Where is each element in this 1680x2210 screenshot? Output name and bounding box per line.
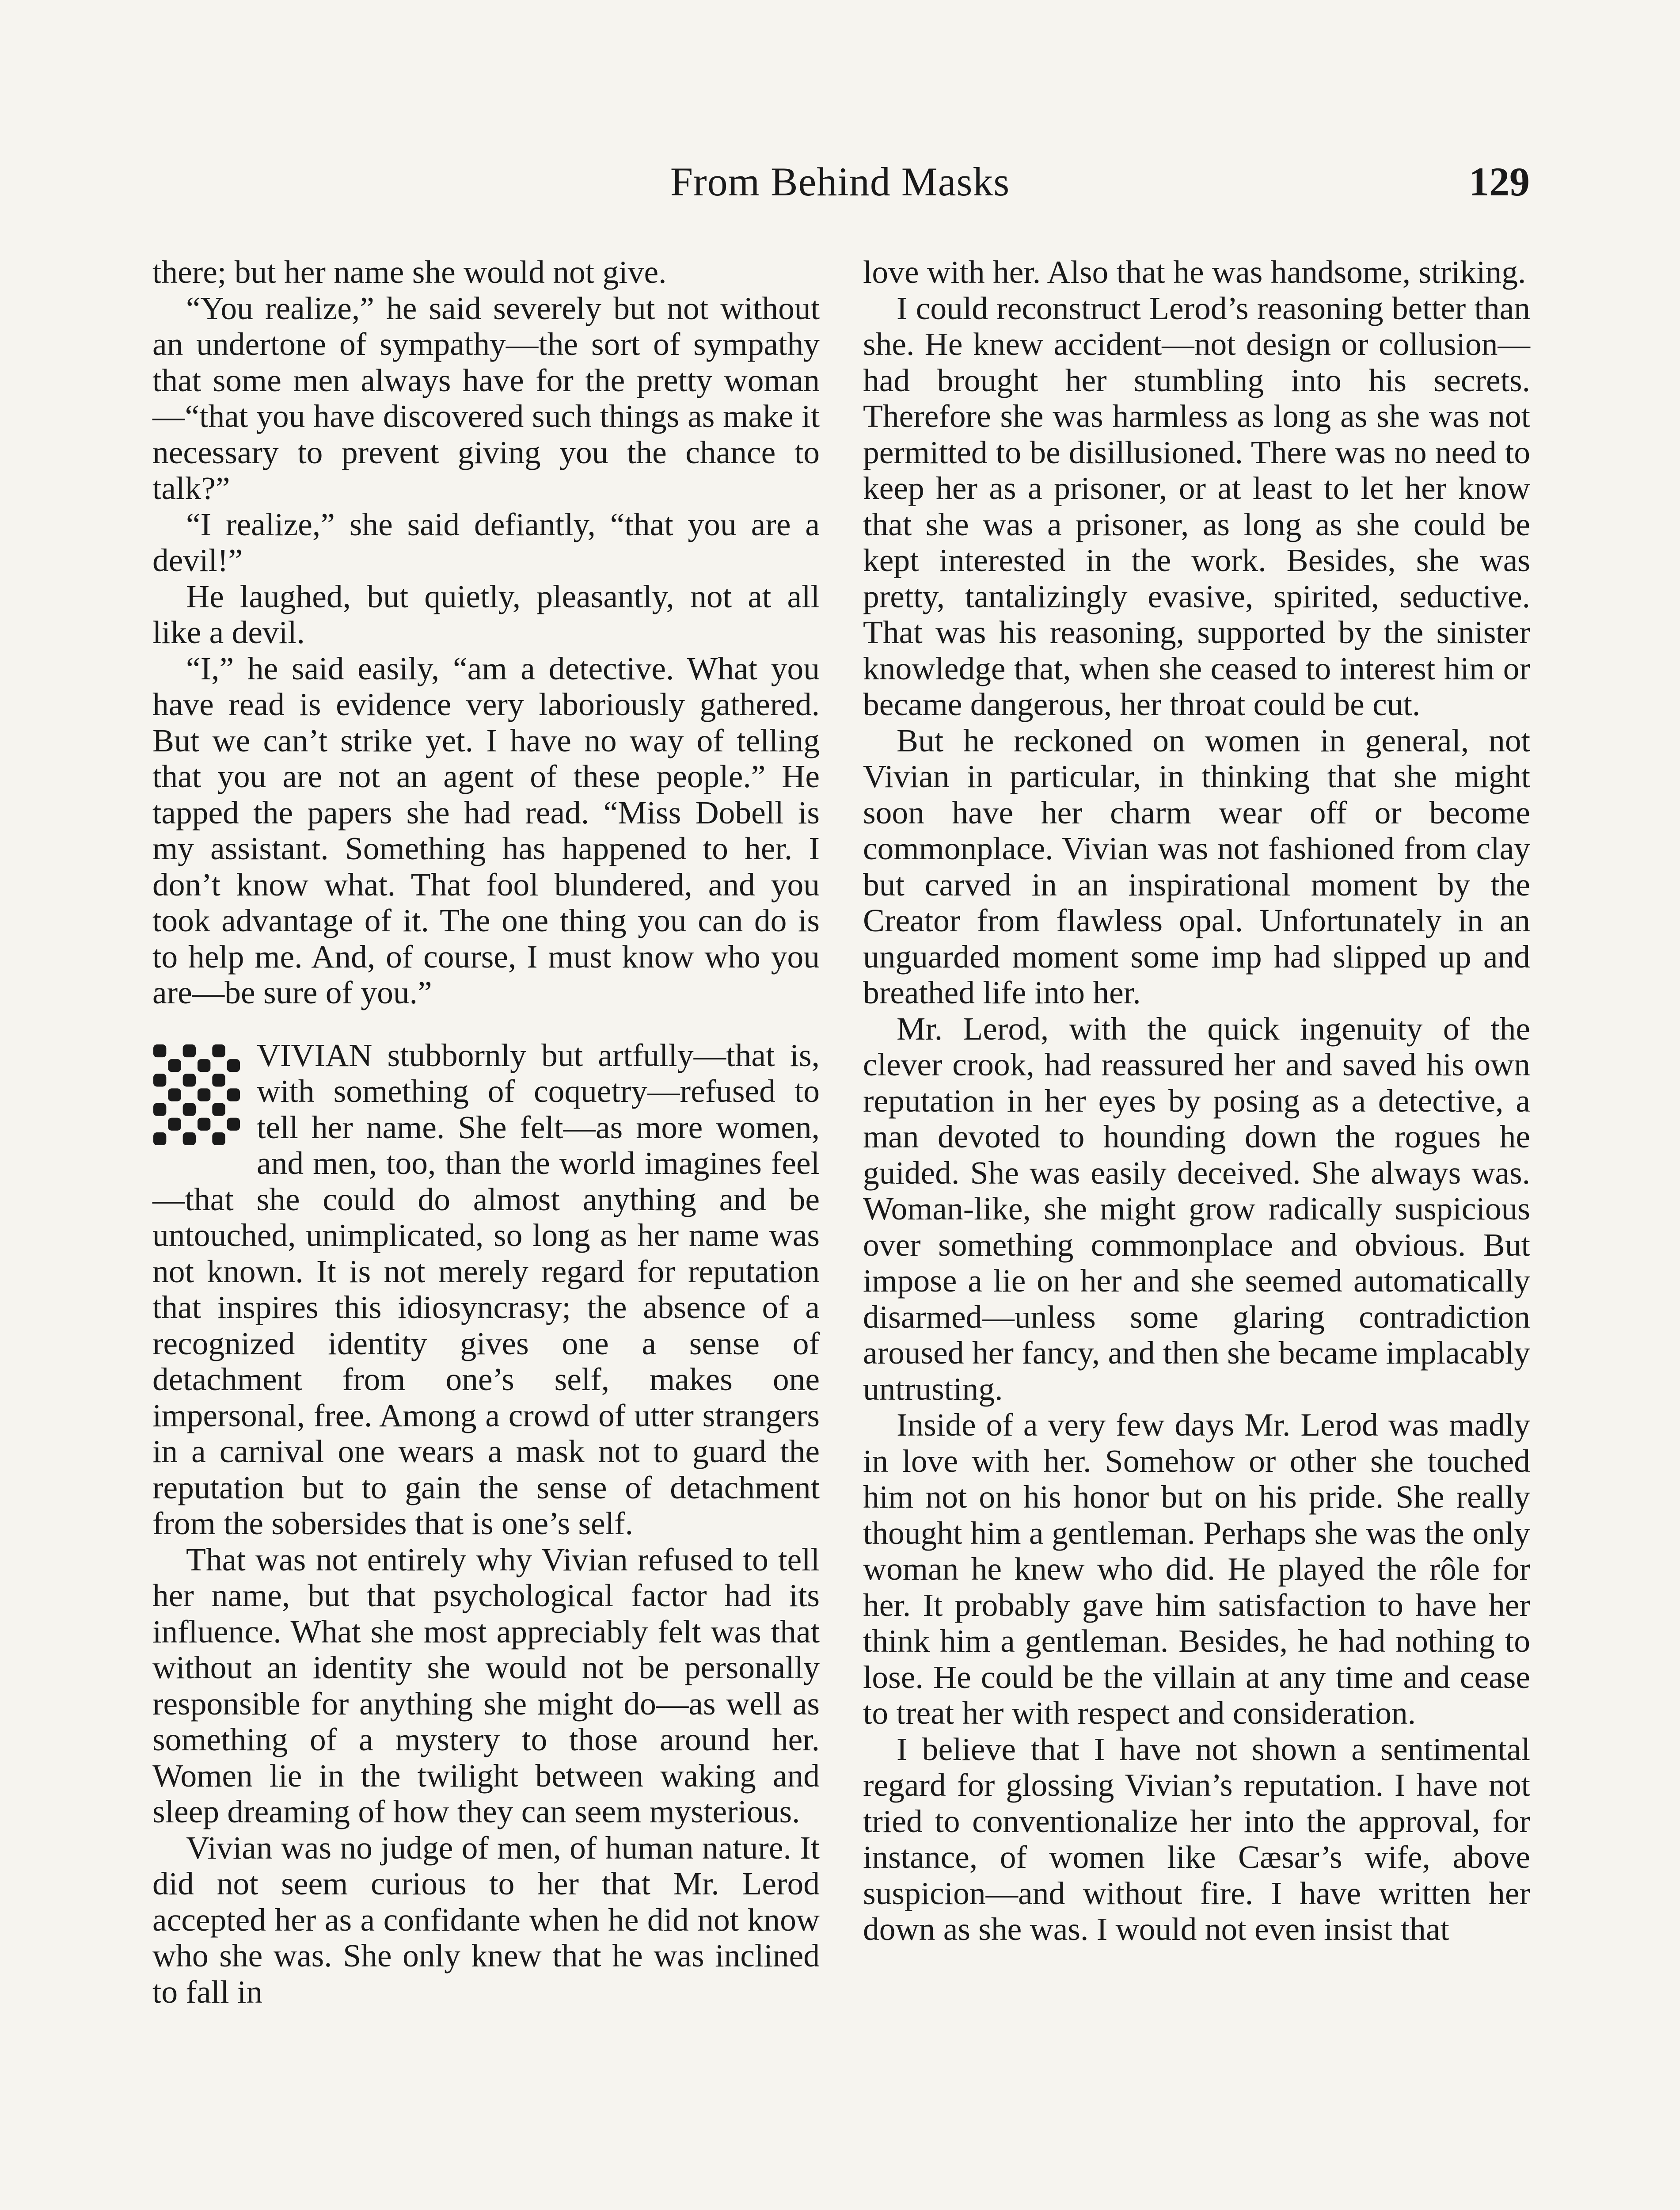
paragraph: “I realize,” she said defiantly, “that you are a devil!” — [152, 506, 820, 578]
paragraph: That was not entirely why Vivian refused to tell her name, but that psychological factor had its influence. What she most appreciably felt was that without an identity she would not be personally responsible for anything she might do—as well as something of a mystery to those around her. Women lie in the twilight between waking and sleep dreaming of how they can seem mysterious. — [152, 1541, 820, 1829]
ornament-square — [227, 1088, 240, 1101]
right-column — [863, 254, 1530, 1947]
paragraph: I could reconstruct Lerod’s reasoning better than she. He knew accident—not design or collusion—had brought her stumbling into his secrets. Therefore she was harmless as long as she was not permitted to be disillusioned. There was no need to keep her as a prisoner, or at least to let her know that she was a prisoner, as long as she could be kept interested in the work. Besides, she was pretty, tantalizingly evasive, spirited, seductive. That was his reasoning, supported by the sinister knowledge that, when she ceased to interest him or became dangerous, her throat could be cut. — [863, 290, 1530, 722]
ornament-square — [227, 1117, 240, 1130]
paragraph: Vivian was no judge of men, of human nature. It did not seem curious to her that Mr. Lerod accepted her as a confidante when he did not know who she was. She only knew that he was inclined to fall in — [152, 1829, 820, 2010]
paragraph: love with her. Also that he was handsome, striking. — [863, 254, 1526, 290]
paragraph: He laughed, but quietly, pleasantly, not at all like a devil. — [152, 578, 820, 650]
ornament-square — [153, 1132, 166, 1145]
paragraph: “You realize,” he said severely but not without an undertone of sympathy—the sort of sympathy that some men always have for the pretty woman—“that you have discovered such things as make it necessary to prevent giving you the chance to talk?” — [152, 290, 820, 506]
ornament-square — [227, 1059, 240, 1072]
ornament-square — [153, 1103, 166, 1116]
paragraph: there; but her name she would not give. — [152, 254, 667, 290]
ornament-square — [183, 1103, 196, 1116]
ornament-square — [183, 1074, 196, 1086]
ornament-square — [212, 1074, 225, 1086]
paragraph: Inside of a very few days Mr. Lerod was madly in love with her. Somehow or other she touched him not on his honor but on his pride. She really thought him a gentleman. Perhaps she was the only woman he knew who did. He played the rôle for her. It probably gave him satisfaction to have her think him a gentleman. Besides, he had nothing to lose. He could be the villain at any time and cease to treat her with respect and consideration. — [863, 1407, 1530, 1731]
ornament-square — [168, 1088, 181, 1101]
paragraph-text: VIVIAN stubbornly but artfully—that is, with something of coquetry—refused to tell her name. She felt—as more women, and men, too, than the world imagines feel—that she could do almost anything and be untouched, unimplicated, so long as her name was not known. It is not merely regard for reputation that inspires this idiosyncrasy; the absence of a recognized identity gives one a sense of detachment from one’s self, makes one impersonal, free. Among a crowd of utter strangers in a carnival one wears a mask not to guard the reputation but to gain the sense of detachment from the sobersides that is one’s self. — [152, 1037, 820, 1541]
paragraph: I believe that I have not shown a sentimental regard for glossing Vivian’s reputation. I have not tried to conventionalize her into the approval, for instance, of women like Cæsar’s wife, above suspicion—and without fire. I have written her down as she was. I would not even insist that — [863, 1731, 1530, 1947]
ornament-square — [183, 1132, 196, 1145]
ornament-square — [212, 1103, 225, 1116]
section-opening-paragraph — [152, 1037, 820, 1542]
ornament-square — [198, 1059, 210, 1072]
ornament-square — [153, 1044, 166, 1057]
running-title: From Behind Masks — [670, 159, 1010, 204]
ornament-square — [168, 1059, 181, 1072]
left-column — [152, 254, 820, 2010]
paragraph: Mr. Lerod, with the quick ingenuity of the clever crook, had reassured her and saved his own reputation in her eyes by posing as a detective, a man devoted to hounding down the rogues he guided. She was easily deceived. She always was. Woman-like, she might grow radically suspicious over something commonplace and obvious. But impose a lie on her and she seemed automatically disarmed—unless some glaring contradiction aroused her fancy, and then she became implacably untrusting. — [863, 1010, 1530, 1407]
checkered-ornament-icon — [152, 1044, 241, 1146]
ornament-square — [198, 1088, 210, 1101]
ornament-square — [198, 1117, 210, 1130]
paragraph: “I,” he said easily, “am a detective. What you have read is evidence very laboriously gathered. But we can’t strike yet. I have no way of telling that you are not an agent of these people.” He tapped the papers she had read. “Miss Dobell is my assistant. Something has happened to her. I don’t know what. That fool blundered, and you took advantage of it. The one thing you can do is to help me. And, of course, I must know who you are—be sure of you.” — [152, 650, 820, 1010]
ornament-square — [183, 1044, 196, 1057]
page-number: 129 — [1469, 159, 1530, 204]
ornament-square — [212, 1044, 225, 1057]
paragraph: But he reckoned on women in general, not Vivian in particular, in thinking that she might soon have her charm wear off or become commonplace. Vivian was not fashioned from clay but carved in an inspirational moment by the Creator from flawless opal. Unfortunately in an unguarded moment some imp had slipped up and breathed life into her. — [863, 722, 1530, 1010]
ornament-square — [168, 1117, 181, 1130]
ornament-square — [212, 1132, 225, 1145]
ornament-square — [153, 1074, 166, 1086]
